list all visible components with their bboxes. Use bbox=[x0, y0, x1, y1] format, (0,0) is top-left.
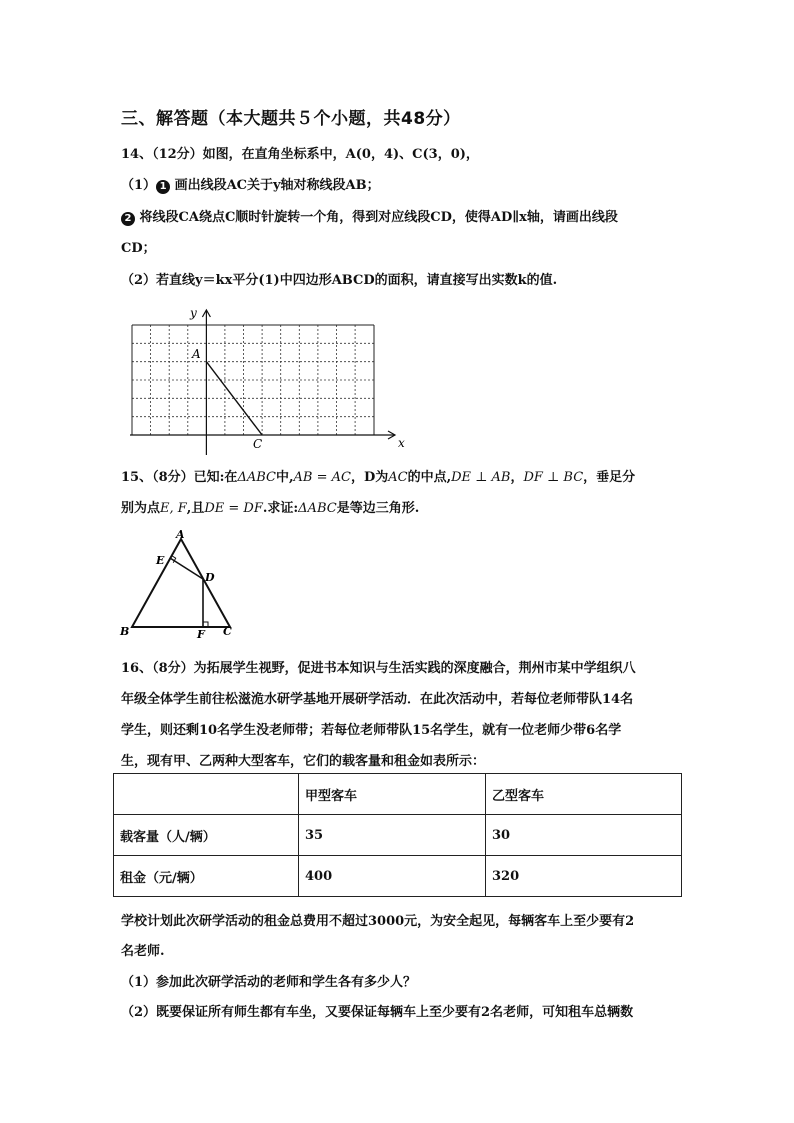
q15-l1-c: 中, bbox=[275, 470, 294, 485]
q15-l2-g: 是等边三角形. bbox=[336, 501, 420, 516]
q15-l1-e: ，D为 bbox=[350, 470, 389, 485]
q15-l2-a: 别为点 bbox=[121, 501, 161, 516]
q14-part1-label: （1） bbox=[121, 178, 157, 193]
q15-l1-k: ，垂足分 bbox=[583, 470, 636, 485]
table-header-row bbox=[114, 774, 682, 815]
q14-part1-a-text: 画出线段AC关于y轴对称线段AB； bbox=[170, 178, 380, 193]
x-axis-label: x bbox=[398, 436, 405, 450]
table-cell: 320 bbox=[486, 856, 682, 897]
table-header-cell: 乙型客车 bbox=[486, 774, 682, 815]
q15-l1-j: DF ⊥ BC bbox=[523, 470, 584, 485]
q14-part1 bbox=[121, 174, 380, 194]
q16-line2: 年级全体学生前往松滋洈水研学基地开展研学活动．在此次活动中，若每位老师带队14名 bbox=[121, 692, 634, 707]
table-cell: 租金（元/辆） bbox=[114, 856, 299, 897]
q15-l1-f: AC bbox=[388, 470, 408, 485]
grid-lines bbox=[132, 325, 374, 435]
table-cell: 30 bbox=[486, 815, 682, 856]
point-f-label: F bbox=[197, 628, 205, 641]
table-cell: 400 bbox=[299, 856, 486, 897]
q15-l1-g: 的中点, bbox=[407, 470, 452, 485]
y-axis-label: y bbox=[190, 306, 197, 320]
vertex-c-label: C bbox=[223, 625, 232, 638]
table-cell: 载客量（人/辆） bbox=[114, 815, 299, 856]
q15-l2-f: ΔABC bbox=[298, 501, 337, 516]
q14-stem: 14、（12分）如图，在直角坐标系中，A(0，4)、C(3，0)， bbox=[121, 147, 479, 162]
q15-l2-b: E, F bbox=[160, 501, 187, 516]
q16-after-line2: 名老师. bbox=[121, 944, 165, 959]
q16-after-line1: 学校计划此次研学活动的租金总费用不超过3000元，为安全起见，每辆客车上至少要有2 bbox=[121, 914, 635, 929]
q16-line3: 学生，则还剩10名学生没老师带；若每位老师带队15名学生，就有一位老师少带6名学 bbox=[121, 723, 622, 738]
q14-coordinate-figure bbox=[120, 300, 410, 455]
q15-line1 bbox=[121, 466, 635, 485]
q16-line1: 16、（8分）为拓展学生视野，促进书本知识与生活实践的深度融合，荆州市某中学组织八 bbox=[121, 661, 636, 676]
table-header-cell bbox=[114, 774, 299, 815]
table-row bbox=[114, 815, 682, 856]
q15-l2-d: DE = DF bbox=[204, 501, 263, 516]
q16-part2: （2）既要保证所有师生都有车坐，又要保证每辆车上至少要有2名老师，可知租车总辆数 bbox=[121, 1005, 634, 1020]
q14-part2: （2）若直线y＝kx平分(1)中四边形ABCD的面积，请直接写出实数k的值. bbox=[121, 273, 558, 288]
bus-table bbox=[113, 773, 682, 897]
q15-line2 bbox=[121, 497, 419, 516]
section-title: 三、解答题（本大题共５个小题，共48分） bbox=[121, 109, 461, 129]
point-d-label: D bbox=[205, 571, 215, 584]
point-e-label: E bbox=[156, 554, 165, 567]
q15-l2-e: .求证: bbox=[262, 501, 299, 516]
q14-step2-marker: 2 bbox=[121, 212, 135, 226]
q14-part1-b-text: 将线段CA绕点C顺时针旋转一个角，得到对应线段CD，使得AD∥x轴，请画出线段 bbox=[135, 210, 618, 225]
q15-l1-h: DE ⊥ AB bbox=[451, 470, 511, 485]
vertex-a-label: A bbox=[176, 528, 185, 541]
q14-step1-marker: 1 bbox=[156, 180, 170, 194]
q16-line4: 生，现有甲、乙两种大型客车，它们的载客量和租金如表所示： bbox=[121, 754, 486, 769]
table-header-cell: 甲型客车 bbox=[299, 774, 486, 815]
table-row bbox=[114, 856, 682, 897]
q15-l1-i: ， bbox=[510, 470, 524, 485]
vertex-b-label: B bbox=[120, 625, 130, 638]
q14-part1-b-cont: CD； bbox=[121, 241, 156, 256]
point-c-label: C bbox=[253, 437, 263, 451]
q15-l2-c: ,且 bbox=[186, 501, 205, 516]
table-cell: 35 bbox=[299, 815, 486, 856]
q15-l1-b: ΔABC bbox=[237, 470, 276, 485]
q15-l1-d: AB = AC bbox=[293, 470, 351, 485]
q15-l1-a: 15、（8分）已知:在 bbox=[121, 470, 238, 485]
q14-part1-b bbox=[121, 206, 618, 226]
triangle-abc bbox=[132, 539, 230, 627]
q16-part1: （1）参加此次研学活动的老师和学生各有多少人？ bbox=[121, 975, 417, 990]
point-a-label: A bbox=[192, 347, 201, 361]
q15-triangle-figure bbox=[115, 528, 245, 643]
